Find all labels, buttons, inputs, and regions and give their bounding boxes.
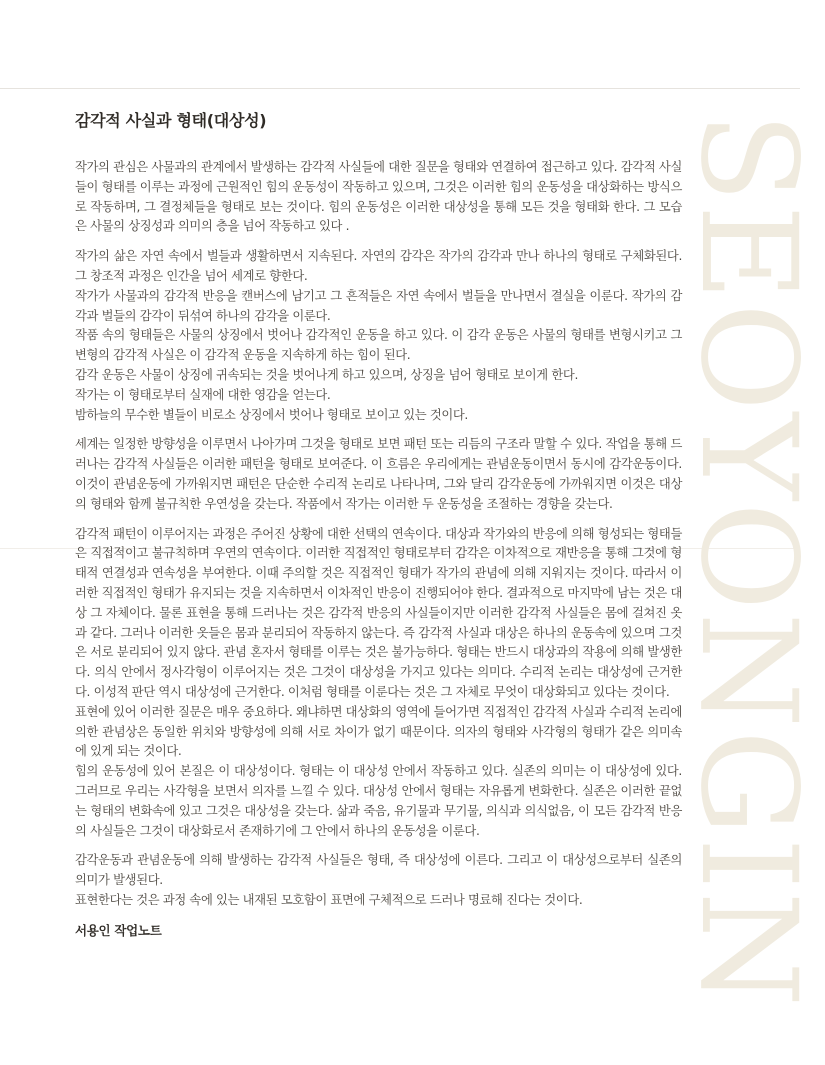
paragraph-line: 작가가 사물과의 감각적 반응을 캔버스에 남기고 그 흔적들은 자연 속에서 벌들을 만나면서 결실을 이룬다. 작가의 감각과 벌들의 감각이 뒤섞여 하나의 감각을 이룬다. [75,288,682,323]
paragraph-line: 감각적 패턴이 이루어지는 과정은 주어진 상황에 대한 선택의 연속이다. 대상과 작가와의 반응에 의해 형성되는 형태들은 직접적이고 불규칙하며 우연의 연속이다. 이러한 직접적인 형태로부터 감각은 이차적으로 재반응을 통해 그것에 형태적 연결성과 연속성을 부여한다. 이때 주의할 것은 직접적인 형태가 작가의 관념에 의해 지워지는 것이다. 따라서 이러한 직접적인 형태가 유지되는 것을 지속하면서 이차적인 반응이 진행되어야 한다. 결과적으로 마지막에 남는 것은 대상 그 자체이다. 물론 표현을 통해 드러나는 것은 감각적 반응의 사실들이지만 이러한 감각적 사실들은 몸에 걸쳐진 옷과 같다. 그러나 이러한 옷들은 몸과 분리되어 작동하지 않는다. 즉 감각적 사실과 대상은 하나의 운동속에 있으며 그것은 서로 분리되어 있지 않다. 관념 혼자서 형태를 이루는 것은 불가능하다. 형태는 반드시 대상과의 작용에 의해 발생한다. 의식 안에서 정사각형이 이루어지는 것은 그것이 대상성을 가지고 있다는 의미다. 수리적 논리는 대상성에 근거한다. 이성적 판단 역시 대상성에 근거한다. 이처럼 형태를 이룬다는 것은 그 자체로 무엇이 대상화되고 있다는 것이다. [75,526,682,699]
paragraph-line: 표현에 있어 이러한 질문은 매우 중요하다. 왜냐하면 대상화의 영역에 들어가면 직접적인 감각적 사실과 수리적 논리에 의한 관념상은 동일한 위치와 방향성에 의해 서로 차이가 없기 때문이다. 의자의 형태와 사각형의 형태가 같은 의미속에 있게 되는 것이다. [75,704,682,759]
paragraph-line: 세계는 일정한 방향성을 이루면서 나아가며 그것을 형태로 보면 패턴 또는 리듬의 구조라 말할 수 있다. 작업을 통해 드러나는 감각적 사실들은 이러한 패턴을 형태로 보여준다. 이 흐름은 우리에게는 관념운동이면서 동시에 감각운동이다. 이것이 관념운동에 가까워지면 패턴은 단순한 수리적 논리로 나타나며, 그와 달리 감각운동에 가까워지면 이것은 대상의 형태와 함께 불규칙한 우연성을 갖는다. 작품에서 작가는 이러한 두 운동성을 조절하는 경향을 갖는다. [75,437,682,511]
paragraph-4 [75,525,682,842]
paragraph-line: 작가는 이 형태로부터 실재에 대한 영감을 얻는다. [75,387,331,402]
page-title: 감각적 사실과 형태(대상성) [75,111,267,130]
header-divider [0,88,800,89]
paragraph-line: 밤하늘의 무수한 별들이 비로소 상징에서 벗어나 형태로 보이고 있는 것이다. [75,407,468,422]
paragraph-line: 표현한다는 것은 과정 속에 있는 내재된 모호함이 표면에 구체적으로 드러나 명료해 진다는 것이다. [75,892,583,907]
signature: 서용인 작업노트 [75,922,162,938]
paragraph-5 [75,851,682,910]
paragraph-line: 감각운동과 관념운동에 의해 발생하는 감각적 사실들은 형태, 즉 대상성에 이른다. 그리고 이 대상성으로부터 실존의 의미가 발생된다. [75,853,682,888]
article [75,110,682,941]
watermark [671,112,825,1009]
paragraph-2 [75,247,682,425]
paragraph-3 [75,435,682,514]
paragraph-1 [75,158,682,237]
paragraph-line: 감각 운동은 사물이 상징에 귀속되는 것을 벗어나게 하고 있으며, 상징을 넘어 형태로 보이게 한다. [75,367,579,382]
watermark-text: SEOYONGIN [671,112,825,1009]
paragraph-line: 작품 속의 형태들은 사물의 상징에서 벗어나 감각적인 운동을 하고 있다. 이 감각 운동은 사물의 형태를 변형시키고 그 변형의 감각적 사실은 이 감각적 운동을 지속하게 하는 힘이 된다. [75,328,682,363]
paragraph-line: 작가의 삶은 자연 속에서 벌들과 생활하면서 지속된다. 자연의 감각은 작가의 감각과 만나 하나의 형태로 구체화된다. 그 창조적 과정은 인간을 넘어 세계로 향한다. [75,249,682,283]
article-body [75,158,682,911]
paragraph-line: 작가의 관심은 사물과의 관계에서 발생하는 감각적 사실들에 대한 질문을 형태와 연결하여 접근하고 있다. 감각적 사실들이 형태를 이루는 과정에 근원적인 힘의 운동성이 작동하고 있으며, 그것은 이러한 힘의 운동성을 대상화하는 방식으로 작동하며, 그 결정체들을 형태로 보는 것이다. 힘의 운동성은 이러한 대상성을 통해 모든 것을 형태화 한다. 그 모습은 사물의 상징성과 의미의 층을 넘어 작동하고 있다 . [75,160,682,234]
paragraph-line: 힘의 운동성에 있어 본질은 이 대상성이다. 형태는 이 대상성 안에서 작동하고 있다. 실존의 의미는 이 대상성에 있다. 그러므로 우리는 사각형을 보면서 의자를 느낄 수 있다. 대상성 안에서 형태는 자유롭게 변화한다. 실존은 이러한 끝없는 형태의 변화속에 있고 그것은 대상성을 갖는다. 삶과 죽음, 유기물과 무기물, 의식과 의식없음, 이 모든 감각적 반응의 사실들은 그것이 대상화로서 존재하기에 그 안에서 하나의 운동성을 이룬다. [75,764,682,838]
